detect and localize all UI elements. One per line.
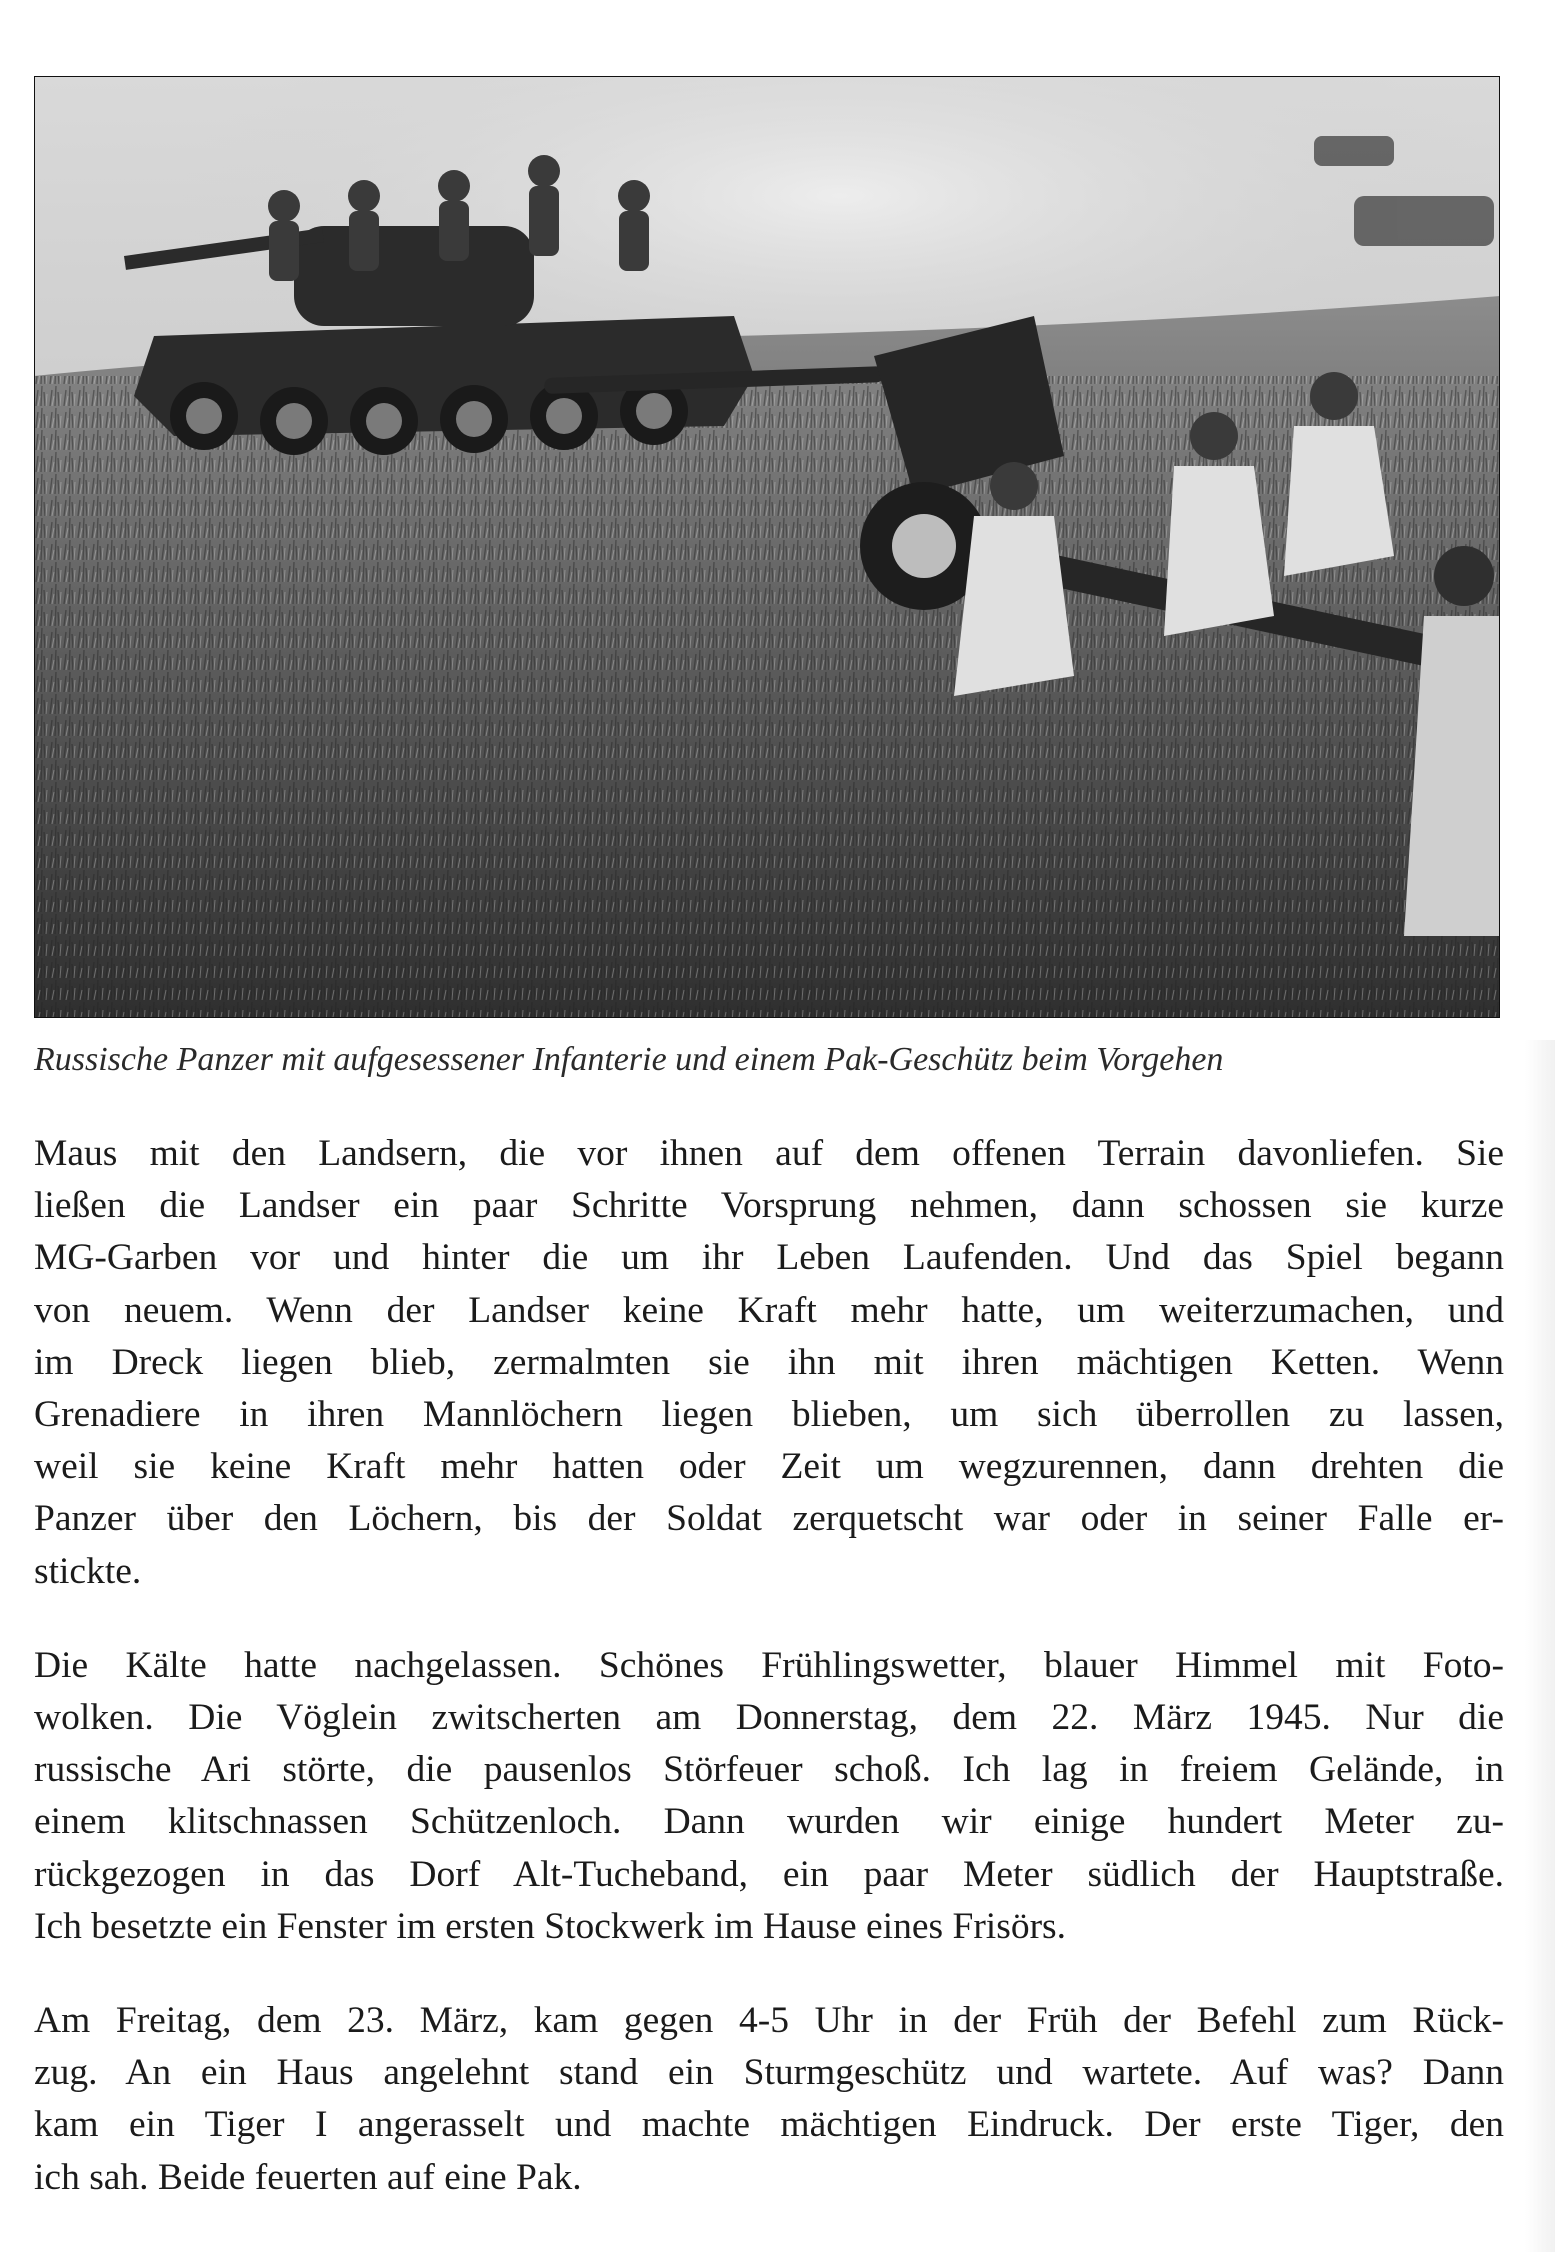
- text-line: einem klitschnassen Schützenloch. Dann wurden wir einige hundert Meter zu-: [34, 1801, 1504, 1843]
- text-line: im Dreck liegen blieb, zermalmten sie ihn mit ihren mächtigen Ketten. Wenn: [34, 1341, 1504, 1383]
- text-line: russische Ari störte, die pausenlos Störfeuer schoß. Ich lag in freiem Gelände, in: [34, 1749, 1504, 1791]
- text-line: Ich besetzte ein Fenster im ersten Stockwerk im Hause eines Frisörs.: [34, 1905, 1067, 1947]
- paragraph-3: [34, 1995, 1504, 2204]
- photo-caption: Russische Panzer mit aufgesessener Infanterie und einem Pak-Geschütz beim Vorgehen: [34, 1041, 1224, 1078]
- photo-icon: [34, 76, 1500, 1018]
- text-line: Maus mit den Landsern, die vor ihnen auf dem offenen Terrain davonliefen. Sie: [34, 1133, 1504, 1174]
- text-line: stickte.: [34, 1550, 142, 1592]
- body-text: [34, 1128, 1504, 2246]
- text-line: rückgezogen in das Dorf Alt-Tucheband, ein paar Meter südlich der Hauptstraße.: [34, 1853, 1504, 1895]
- text-line: kam ein Tiger I angerasselt und machte mächtigen Eindruck. Der erste Tiger, den: [34, 2104, 1504, 2146]
- historical-photo: [34, 76, 1500, 1018]
- text-line: MG-Garben vor und hinter die um ihr Leben Laufenden. Und das Spiel begann: [34, 1237, 1504, 1279]
- page-edge-shadow: [1525, 1040, 1555, 2252]
- text-line: von neuem. Wenn der Landser keine Kraft mehr hatte, um weiterzumachen, und: [34, 1289, 1504, 1331]
- text-line: weil sie keine Kraft mehr hatten oder Zeit um wegzurennen, dann drehten die: [34, 1446, 1504, 1488]
- text-line: ich sah. Beide feuerten auf eine Pak.: [34, 2156, 582, 2198]
- text-line: Die Kälte hatte nachgelassen. Schönes Frühlingswetter, blauer Himmel mit Foto-: [34, 1644, 1504, 1686]
- text-line: wolken. Die Vöglein zwitscherten am Donnerstag, dem 22. März 1945. Nur die: [34, 1697, 1504, 1739]
- paragraph-2: [34, 1640, 1504, 1953]
- text-line: Am Freitag, dem 23. März, kam gegen 4-5 Uhr in der Früh der Befehl zum Rück-: [34, 2000, 1504, 2042]
- text-line: ließen die Landser ein paar Schritte Vorsprung nehmen, dann schossen sie kurze: [34, 1185, 1504, 1227]
- text-line: Panzer über den Löchern, bis der Soldat zerquetscht war oder in seiner Falle er-: [34, 1498, 1504, 1540]
- text-line: zug. An ein Haus angelehnt stand ein Sturmgeschütz und wartete. Auf was? Dann: [34, 2052, 1504, 2094]
- paragraph-1: [34, 1128, 1504, 1598]
- text-line: Grenadiere in ihren Mannlöchern liegen blieben, um sich überrollen zu lassen,: [34, 1394, 1504, 1436]
